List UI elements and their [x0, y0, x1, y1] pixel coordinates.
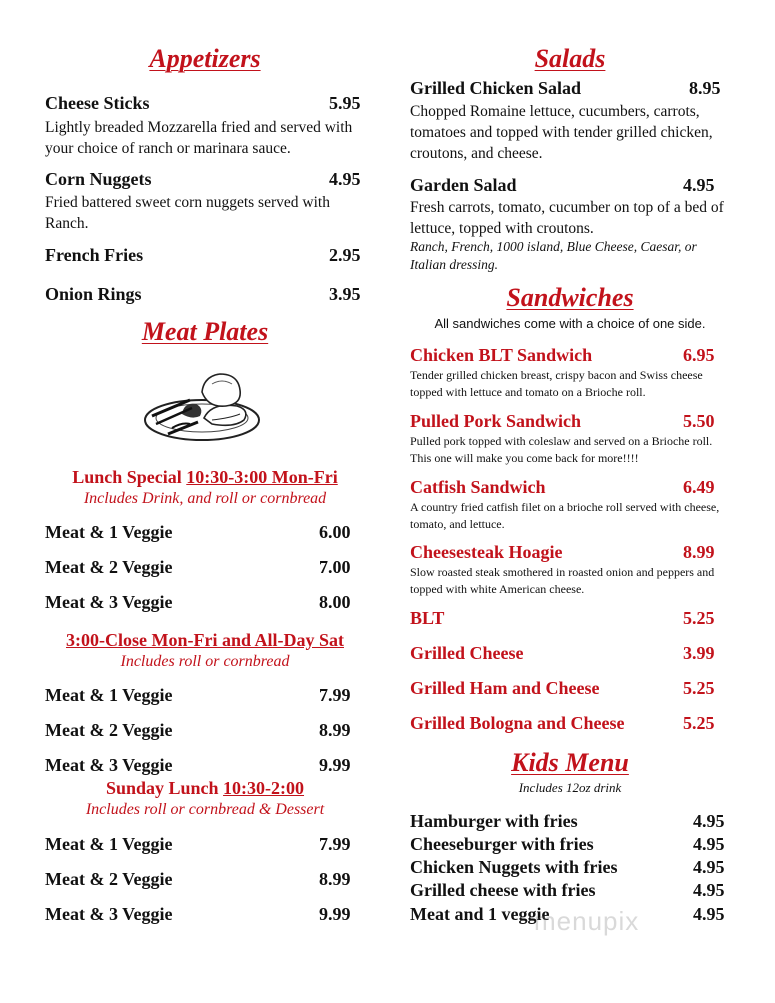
- menu-item-price: 8.99: [319, 720, 351, 740]
- menu-item-name: Meat & 2 Veggie: [45, 557, 173, 577]
- menu-item-price: 4.95: [693, 880, 725, 900]
- menu-item-description: Tender grilled chicken breast, crispy bacon and Swiss cheese topped with lettuce and tomato on a Brioche roll.: [410, 368, 703, 399]
- meat-plates-heading: Meat Plates: [141, 317, 269, 346]
- sandwiches-heading: Sandwiches: [506, 283, 634, 312]
- lunch-special-label: Lunch Special: [72, 467, 182, 487]
- menu-item-price: 5.50: [683, 411, 715, 431]
- menu-item-description: Fried battered sweet corn nuggets served with Ranch.: [45, 194, 330, 232]
- menu-item-name: BLT: [410, 608, 445, 628]
- menu-item-price: 4.95: [683, 175, 715, 195]
- menu-item-description: Fresh carrots, tomato, cucumber on top of a bed of lettuce, topped with croutons.: [410, 199, 724, 237]
- menu-item-price: 8.95: [689, 78, 721, 98]
- menu-item-price: 4.95: [693, 904, 725, 924]
- menu-item-price: 4.95: [693, 834, 725, 854]
- menu-item-price: 2.95: [329, 245, 361, 265]
- menu-item-name: Cheeseburger with fries: [410, 834, 594, 854]
- menu-item-price: 5.25: [683, 713, 715, 733]
- menu-item-price: 4.95: [329, 169, 361, 189]
- menu-item-name: Meat & 3 Veggie: [45, 755, 173, 775]
- menu-item-price: 6.49: [683, 477, 715, 497]
- menu-item-price: 8.99: [683, 542, 715, 562]
- sunday-lunch-note: Includes roll or cornbread & Dessert: [85, 801, 325, 818]
- menu-item-name: Meat & 1 Veggie: [45, 834, 173, 854]
- menu-item-price: 5.95: [329, 93, 361, 113]
- lunch-special-hours: 10:30-3:00 Mon-Fri: [186, 467, 338, 487]
- menu-item-name: Grilled Bologna and Cheese: [410, 713, 625, 733]
- menu-item-name: Hamburger with fries: [410, 811, 578, 831]
- menu-item-price: 8.99: [319, 869, 351, 889]
- menu-item-name: Garden Salad: [410, 175, 517, 195]
- menu-item-name: Meat & 2 Veggie: [45, 720, 173, 740]
- menu-item-name: Meat & 1 Veggie: [45, 685, 173, 705]
- menu-item-price: 3.95: [329, 284, 361, 304]
- menu-item-price: 7.99: [319, 685, 351, 705]
- menu-item-name: Grilled Chicken Salad: [410, 78, 582, 98]
- menu-item-name: Grilled cheese with fries: [410, 880, 596, 900]
- menu-item-name: Catfish Sandwich: [410, 477, 546, 497]
- menu-item-name: Cheesesteak Hoagie: [410, 542, 563, 562]
- menu-item-name: Cheese Sticks: [45, 93, 150, 113]
- menu-item-name: Corn Nuggets: [45, 169, 152, 189]
- menu-item-price: 3.99: [683, 643, 715, 663]
- evening-note: Includes roll or cornbread: [120, 653, 290, 670]
- menu-item-name: Meat & 3 Veggie: [45, 592, 173, 612]
- meat-plate-icon: [142, 362, 262, 444]
- lunch-special-title: [0, 467, 410, 488]
- kids-menu-note: Includes 12oz drink: [518, 780, 622, 795]
- lunch-special-note: Includes Drink, and roll or cornbread: [83, 490, 327, 507]
- menu-item-price: 8.00: [319, 592, 351, 612]
- sunday-lunch-hours: 10:30-2:00: [223, 778, 305, 798]
- menu-item-price: 7.99: [319, 834, 351, 854]
- menu-item-name: Meat & 1 Veggie: [45, 522, 173, 542]
- evening-title: 3:00-Close Mon-Fri and All-Day Sat: [66, 630, 344, 650]
- menu-item-name: Chicken Nuggets with fries: [410, 857, 618, 877]
- kids-menu-heading: Kids Menu: [511, 748, 629, 777]
- menu-item-price: 4.95: [693, 857, 725, 877]
- menu-item-description: A country fried catfish filet on a brioche roll served with cheese, tomato, and lettuce.: [410, 500, 720, 531]
- menu-item-name: Meat and 1 veggie: [410, 904, 550, 924]
- sunday-lunch-label: Sunday Lunch: [105, 778, 219, 798]
- menu-item-name: Meat & 3 Veggie: [45, 904, 173, 924]
- menu-item-name: Meat & 2 Veggie: [45, 869, 173, 889]
- menu-item-price: 5.25: [683, 678, 715, 698]
- menu-item-price: 5.25: [683, 608, 715, 628]
- menu-item-description: Slow roasted steak smothered in roasted onion and peppers and topped with white American cheese.: [410, 565, 715, 596]
- menu-item-name: Grilled Ham and Cheese: [410, 678, 600, 698]
- appetizers-heading: Appetizers: [149, 44, 261, 73]
- menu-item-price: 4.95: [693, 811, 725, 831]
- menu-item-price: 6.95: [683, 345, 715, 365]
- menu-item-price: 7.00: [319, 557, 351, 577]
- watermark: menupix: [534, 906, 640, 936]
- menu-item-price: 6.00: [319, 522, 351, 542]
- menu-item-description: Lightly breaded Mozzarella fried and served with your choice of ranch or marinara sauce.: [45, 119, 353, 157]
- menu-item-price: 9.99: [319, 755, 351, 775]
- salads-heading: Salads: [534, 44, 606, 73]
- menu-item-description: Chopped Romaine lettuce, cucumbers, carrots, tomatoes and topped with tender grilled chicken, croutons, and cheese.: [410, 103, 713, 162]
- menu-item-price: 9.99: [319, 904, 351, 924]
- sandwiches-note: All sandwiches come with a choice of one side.: [434, 316, 706, 331]
- sunday-lunch-title: [0, 778, 410, 799]
- menu-item-name: Pulled Pork Sandwich: [410, 411, 582, 431]
- dressing-options: Ranch, French, 1000 island, Blue Cheese, Caesar, or Italian dressing.: [410, 239, 697, 272]
- menu-item-name: Chicken BLT Sandwich: [410, 345, 593, 365]
- menu-item-name: Grilled Cheese: [410, 643, 524, 663]
- menu-item-description: Pulled pork topped with coleslaw and served on a Brioche roll. This one will make you come back for more!!!!: [410, 434, 713, 465]
- menu-item-name: French Fries: [45, 245, 144, 265]
- menu-item-name: Onion Rings: [45, 284, 142, 304]
